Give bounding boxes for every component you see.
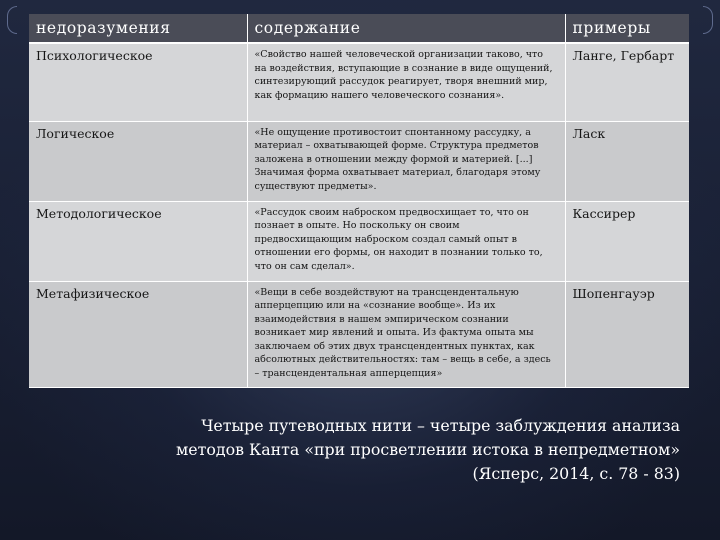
row-examples: Кассирер: [565, 201, 689, 281]
header-misunderstandings: недоразумения: [29, 14, 247, 43]
header-content: содержание: [247, 14, 565, 43]
caption-citation: (Ясперс, 2014, с. 78 - 83): [472, 464, 680, 483]
table-header-row: [29, 14, 689, 43]
caption-line: методов Канта «при просветлении истока в непредметном»: [175, 440, 680, 459]
row-name: Логическое: [29, 121, 247, 201]
table-row: [29, 201, 689, 281]
row-name: Методологическое: [29, 201, 247, 281]
row-description: «Не ощущение противостоит спонтанному рассудку, а материал – охватывающей форме. Структура предметов заложена в отношении между формой и материей. [...] Значимая форма охватывает материал, благодаря этому существуют предметы».: [247, 121, 565, 201]
row-name: Метафизическое: [29, 281, 247, 387]
left-brace-decoration: [7, 6, 17, 34]
header-examples: примеры: [565, 14, 689, 43]
row-examples: Шопенгауэр: [565, 281, 689, 387]
row-examples: Ласк: [565, 121, 689, 201]
caption-line: Четыре путеводных нити – четыре заблуждения анализа: [201, 416, 680, 435]
table-row: [29, 121, 689, 201]
row-description: «Вещи в себе воздействуют на трансцендентальную апперцепцию или на «сознание вообще». Из их взаимодействия в нашем эмпирическом сознании возникает мир явлений и опыта. Из фактума опыта мы заключаем об этих двух трансцендентных пунктах, как абсолютных действительностях: там – вещь в себе, а здесь – трансцендентальная апперцепция»: [247, 281, 565, 387]
row-name: Психологическое: [29, 43, 247, 121]
row-examples: Ланге, Гербарт: [565, 43, 689, 121]
table-row: [29, 43, 689, 121]
row-description: «Рассудок своим наброском предвосхищает то, что он познает в опыте. Но поскольку он своим предвосхищающим наброском создал самый опыт в отношении его формы, он находит в познании только то, что он сам сделал».: [247, 201, 565, 281]
row-description: «Свойство нашей человеческой организации таково, что на воздействия, вступающие в сознание в виде ощущений, синтезирующий рассудок реагирует, творя внешний мир, как формацию нашего человеческого сознания».: [247, 43, 565, 121]
right-brace-decoration: [703, 6, 713, 34]
table-row: [29, 281, 689, 387]
misunderstandings-table: [29, 14, 689, 388]
slide-caption: [60, 414, 680, 486]
